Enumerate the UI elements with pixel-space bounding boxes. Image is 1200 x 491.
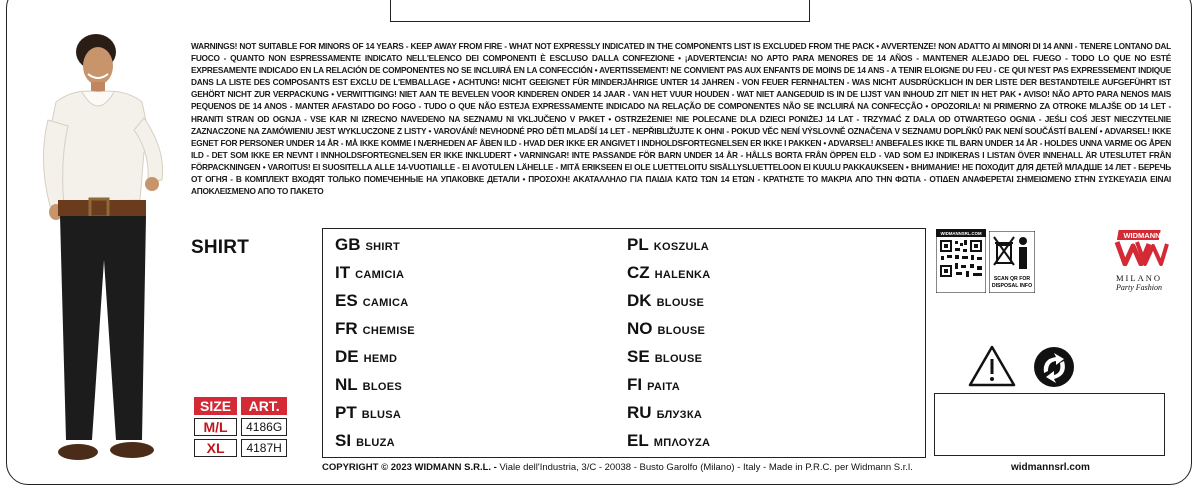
list-item [335, 291, 415, 319]
list-item [627, 263, 711, 291]
language-code: IT [335, 263, 351, 282]
art-header: ART. [241, 397, 287, 415]
language-code: NO [627, 319, 653, 338]
language-code: DE [335, 347, 359, 366]
translated-word: BLOES [362, 381, 403, 393]
qr-top-label: WIDMANNSRL.COM [940, 231, 982, 236]
translated-word: BLOUSE [657, 325, 706, 337]
translated-word: CHEMISE [362, 325, 415, 337]
warning-icons [968, 343, 1088, 391]
logo-tagline: Party Fashion [1116, 283, 1162, 292]
translated-word: BLUSA [361, 409, 402, 421]
table-row [194, 418, 287, 436]
translated-word: БЛУЗКА [656, 409, 703, 421]
translated-word: HALENKA [654, 269, 711, 281]
language-code: EL [627, 431, 649, 450]
language-code: FR [335, 319, 358, 338]
list-item [335, 235, 415, 263]
language-code: GB [335, 235, 361, 254]
size-table [190, 394, 291, 460]
list-item [335, 403, 415, 431]
list-item [627, 403, 711, 431]
empty-label-box [934, 393, 1165, 456]
list-item [627, 291, 711, 319]
translated-word: BLOUSE [656, 297, 705, 309]
warnings-text: WARNINGS! NOT SUITABLE FOR MINORS OF 14 YEARS - KEEP AWAY FROM FIRE - WHAT NOT EXPRESSLY INDICATED IN THE COMPONENTS LIST IS EXCLUDED FROM THE PACK • AVVERTENZE! NON ADATTO AI MINORI DI 14 ANNI - TENERE LONTANO DAL FUOCO - QUANTO NON ESPRESSAMENTE INDICATO NELL'ELENCO DEI COMPONENTI È ESCLUSO DALLA CONFEZIONE • ¡ADVERTENCIA! NO APTO PARA MENORES DE 14 AÑOS - MANTENER ALEJADO DEL FUEGO - TODO LO QUE NO ESTÉ EXPRESAMENTE INDICADO EN LA RELACIÓN DE COMPONENTES NO SE INCLUIRÁ EN LA CONFECCIÓN • AVERTISSEMENT! NE CONVIENT PAS AUX ENFANTS DE MOINS DE 14 ANS - A TENIR ELOIGNE DU FEU - CE QUI N'EST PAS EXPRESSEMENT INDIQUE DANS LA LISTE DES COMPOSANTS EST EXCLU DE L'EMBALLAGE • ACHTUNG! NICHT GEEIGNET FÜR MINDERJÄHRIGE UNTER 14 JAHREN - VON FEUER FERNHALTEN - WAS NICHT AUSDRÜCKLICH IN DER LISTE DER BESTANDTEILE AUFGEFÜHRT IST GEHÖRT NICHT ZUR VERPACKUNG • VERWITTIGING! NIET AAN TE BEVELEN VOOR KINDEREN ONDER 14 JAAR - VAN HET VUUR HOUDEN - WAT NIET AANGEDUID IS IN DE LIJST VAN INHOUD ZIT NIET IN HET PAK • AVISO! NÃO APTO PARA NENOS MAIS PEQUENOS DE 14 ANOS - MANTER AFASTADO DO FOGO - TUDO O QUE NÃO ESTEJA EXPRESSAMENTE INDICADO NA RELAÇÃO DE COMPONENTES NÃO SE INCLUIRÁ NA CONFECÇÃO • OPOZORILA! NI PRIMERNO ZA OTROKE MLAJŠE OD 14 LET - HRANITI STRAN OD OGNJA - VSE KAR NI IZRECNO NAVEDENO NA SEZNAMU NI VKLJUČENO V PAKET • OSTRZEŻENIE! NIE POLECANE DLA DZIECI PONIŻEJ 14 LAT - TRZYMAĆ Z DALA OD OTWARTEGO OGNIA - JEŚLI COŚ JEST NIECZYTELNIE ZAZNACZONE NA ZAMÓWIENIU JEST WYKLUCZONE Z LISTY • VAROVÁNÍ! NEVHODNÉ PRO DĚTI MLADŠÍ 14 LET - NEPŘIBLIŽUJTE K OHNI - POKUD VĚC NENÍ VÝSLOVNĚ OZNAČENA V SEZNAMU DOPLŇKŮ PAK NENÍ SOUČÁSTÍ BALENÍ • ADVARSEL! IKKE EGNET FOR PERSONER UNDER 14 ÅR - MÅ IKKE KOMME I NÆRHEDEN AF ÅBEN ILD - HVAD DER IKKE ER ANGIVET I INDHOLDSFORTEGNELSEN ER IKKE I PAKKEN • ADVARSEL! ANBEFALES IKKE TIL BARN UNDER 14 ÅR - HOLDES UNNA VARME OG ÅPEN ILD - DET SOM IKKE ER NEVNT I INNHOLDSFORTEGNELSEN ER IKKE INKLUDERT • VARNINGAR! INTE PASSANDE FÖR BARN UNDER 14 ÅR - HÅLLS BORTA FRÅN ÖPPEN ELD - VAD SOM EJ INDIKERAS I LISTAN ÖVER INNEHALL ÄR UTESLUTET FRÅN FÖRPACKNINGEN • VAROITUS! EI SUOSITELLA ALLE 14-VUOTIAILLE - EI AVOTULEN LÄHELLE - MITÄ ERIKSEEN EI OLE LUETTELOITU SISÄLLYSLUETTELOON EI KUULU PAKKAUKSEEN • ВНИМАНИЕ! НЕ ПОХОДИТ ДЛЯ ДЕТЕЙ МЛАДШЕ 14 ЛЕТ - БЕРЕЧЬ ОТ ОГНЯ - В КОМПЛЕКТ ВХОДЯТ ТОЛЬКО ПОМЕЧЕННЫЕ НА УПАКОВКЕ ДЕТАЛИ • ΠΡΟΣΟΧΗ! ΑΚΑΤΑΛΛΗΛΟ ΓΙΑ ΠΑΙΔΙΑ ΚΑΤΩ ΤΩΝ 14 ΕΤΩΝ - ΚΡΑΤΗΣΤΕ ΤΟ ΜΑΚΡΙΑ ΑΠΟ ΤΗΝ ΦΩΤΙΑ - ΟΤΙΔΕΝ ΑΝΑΦΕΡΕΤΑΙ ΣΗΜΕΙΩΜΕΝΟ ΣΤΗΝ ΣΥΣΚΕΥΑΣΙΑ ΕΙΝΑΙ ΑΠΟΚΛΕΙΣΜΕΝΟ ΑΠΟ ΤΟ ΠΑΚΕΤΟ [191, 41, 1171, 197]
art-cell: 4186G [241, 418, 287, 436]
logo-city: MILANO [1116, 273, 1162, 283]
art-cell: 4187H [241, 439, 287, 457]
translated-word: HEMD [363, 353, 398, 365]
top-barcode-box [390, 0, 810, 22]
language-code: PL [627, 235, 649, 254]
size-cell: XL [194, 439, 237, 457]
qr-code-icon[interactable] [936, 229, 986, 293]
translated-word: KOSZULA [653, 241, 709, 253]
list-item [627, 347, 711, 375]
translated-word: SHIRT [365, 241, 400, 253]
language-code: CZ [627, 263, 650, 282]
translated-word: BLUZA [356, 437, 395, 449]
list-item [335, 431, 415, 459]
language-code: ES [335, 291, 358, 310]
product-name: SHIRT [191, 237, 249, 258]
language-code: SI [335, 431, 352, 450]
translations-left-column [335, 235, 415, 459]
language-code: PT [335, 403, 357, 422]
size-header: SIZE [194, 397, 237, 415]
language-code: SE [627, 347, 650, 366]
qr-caption-line2: DISPOSAL INFO [991, 283, 1033, 289]
list-item [335, 347, 415, 375]
list-item [335, 375, 415, 403]
recycling-bin-icon [989, 231, 1035, 293]
list-item [627, 319, 711, 347]
widmann-logo [1106, 228, 1172, 294]
copyright-line [322, 462, 913, 473]
translated-word: CAMICIA [355, 269, 405, 281]
list-item [627, 375, 711, 403]
recycle-icon [1034, 347, 1074, 387]
language-code: FI [627, 375, 643, 394]
list-item [627, 431, 711, 459]
translated-word: ΜΠΛΟΥΖΑ [653, 437, 711, 449]
language-code: NL [335, 375, 358, 394]
list-item [335, 319, 415, 347]
translations-box [322, 228, 926, 458]
language-code: RU [627, 403, 652, 422]
translated-word: CAMICA [362, 297, 409, 309]
copyright-bold: COPYRIGHT © 2023 WIDMANN S.R.L. - [322, 462, 497, 473]
copyright-address: Viale dell'Industria, 3/C - 20038 - Busto Garolfo (Milano) - Italy - Made in P.R.C. per Widmann S.r.l. [496, 462, 913, 473]
list-item [335, 263, 415, 291]
size-cell: M/L [194, 418, 237, 436]
translated-word: PAITA [647, 381, 680, 393]
translated-word: BLOUSE [654, 353, 703, 365]
translations-right-column [627, 235, 711, 459]
widmann-logo-icon [1109, 228, 1169, 266]
website-link[interactable]: widmannsrl.com [1011, 462, 1090, 473]
list-item [627, 235, 711, 263]
qr-caption-line1: SCAN QR FOR [993, 276, 1031, 282]
warning-triangle-icon [970, 347, 1014, 385]
model-photo [34, 30, 184, 470]
disposal-info-block [936, 229, 1036, 295]
logo-text: WIDMANN [1123, 231, 1161, 240]
table-row [194, 439, 287, 457]
language-code: DK [627, 291, 652, 310]
